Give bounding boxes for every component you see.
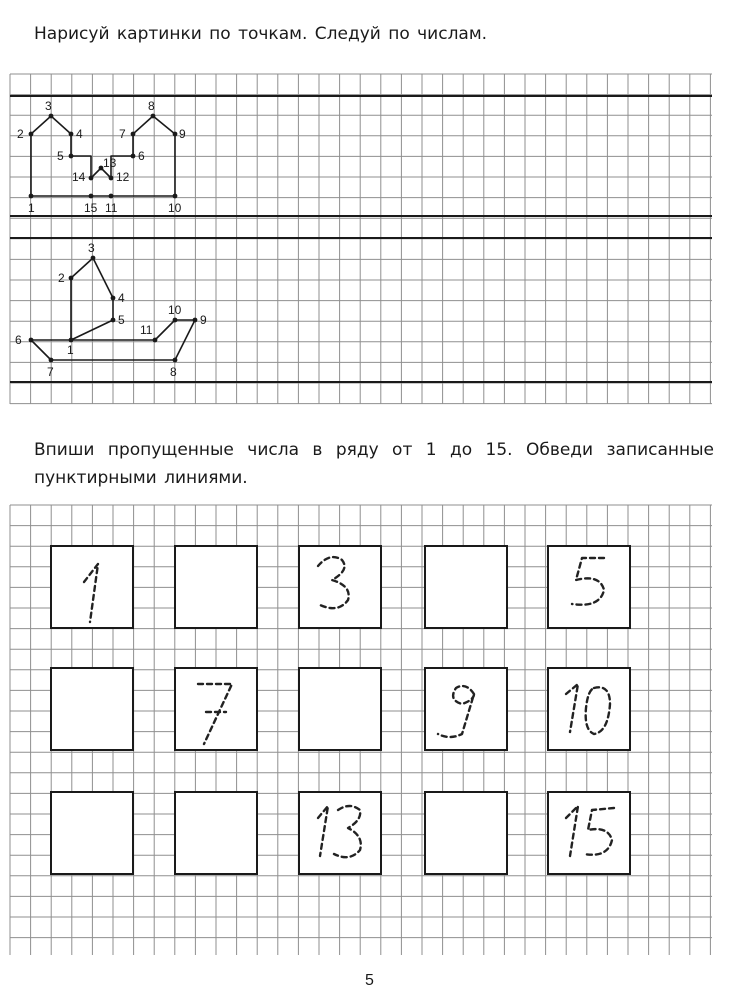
boat-dot <box>111 318 116 323</box>
castle-label-13: 13 <box>103 156 117 170</box>
castle-label-1: 1 <box>28 201 35 215</box>
task1-instruction: Нарисуй картинки по точкам. Следуй по числам. <box>34 24 488 44</box>
castle-dot <box>173 194 178 199</box>
castle-label-5: 5 <box>57 149 64 163</box>
castle-dot <box>109 176 114 181</box>
boat-dot <box>153 338 158 343</box>
castle-label-3: 3 <box>45 99 52 113</box>
boat-dot <box>49 358 54 363</box>
number-box-6[interactable] <box>51 668 133 750</box>
castle-dot <box>29 132 34 137</box>
boat-label-3: 3 <box>88 241 95 255</box>
castle-label-10: 10 <box>168 201 182 215</box>
number-box-10[interactable] <box>548 668 630 750</box>
number-boxes <box>51 546 630 874</box>
boat-dot <box>111 296 116 301</box>
boat-label-5: 5 <box>118 313 125 327</box>
boat-label-10: 10 <box>168 303 182 317</box>
boat-picture <box>15 241 207 379</box>
number-box-14[interactable] <box>425 792 507 874</box>
castle-dot <box>69 154 74 159</box>
castle-dot <box>89 176 94 181</box>
castle-label-8: 8 <box>148 99 155 113</box>
boat-dot <box>29 338 34 343</box>
castle-dot <box>49 114 54 119</box>
number-box-9[interactable] <box>425 668 507 750</box>
boat-dot <box>173 358 178 363</box>
castle-label-11: 11 <box>105 201 118 215</box>
boat-label-4: 4 <box>118 291 125 305</box>
castle-dot <box>69 132 74 137</box>
castle-dot <box>29 194 34 199</box>
boat-label-1: 1 <box>67 343 74 357</box>
castle-label-6: 6 <box>138 149 145 163</box>
castle-label-7: 7 <box>119 127 126 141</box>
boat-dot <box>193 318 198 323</box>
boat-dot <box>173 318 178 323</box>
number-box-15[interactable] <box>548 792 630 874</box>
boat-dot <box>69 276 74 281</box>
castle-label-12: 12 <box>116 170 130 184</box>
boat-label-2: 2 <box>58 271 65 285</box>
boat-label-6: 6 <box>15 333 22 347</box>
number-box-12[interactable] <box>175 792 257 874</box>
castle-dot <box>151 114 156 119</box>
separator-lines <box>10 96 712 382</box>
castle-label-2: 2 <box>17 127 24 141</box>
number-box-13[interactable] <box>299 792 381 874</box>
castle-dot <box>131 132 136 137</box>
boat-dot <box>91 256 96 261</box>
boat-labels <box>15 241 207 379</box>
task2-instruction: Впиши пропущенные числа в ряду от 1 до 15. Обведи записанные пунктирными линиями. <box>34 440 714 488</box>
castle-label-15: 15 <box>84 201 98 215</box>
boat-dot <box>69 338 74 343</box>
castle-label-4: 4 <box>76 127 83 141</box>
castle-dot <box>109 194 114 199</box>
boat-label-7: 7 <box>47 365 54 379</box>
boat-label-11: 11 <box>140 323 153 337</box>
number-box-7[interactable] <box>175 668 257 750</box>
number-box-2[interactable] <box>175 546 257 628</box>
number-box-8[interactable] <box>299 668 381 750</box>
castle-dot <box>89 194 94 199</box>
castle-dot <box>131 154 136 159</box>
number-box-4[interactable] <box>425 546 507 628</box>
page-number: 5 <box>365 972 374 989</box>
boat-label-8: 8 <box>170 365 177 379</box>
number-box-11[interactable] <box>51 792 133 874</box>
boat-label-9: 9 <box>200 313 207 327</box>
castle-label-9: 9 <box>179 127 186 141</box>
castle-label-14: 14 <box>72 170 86 184</box>
number-box-3[interactable] <box>299 546 381 628</box>
castle-dot <box>173 132 178 137</box>
